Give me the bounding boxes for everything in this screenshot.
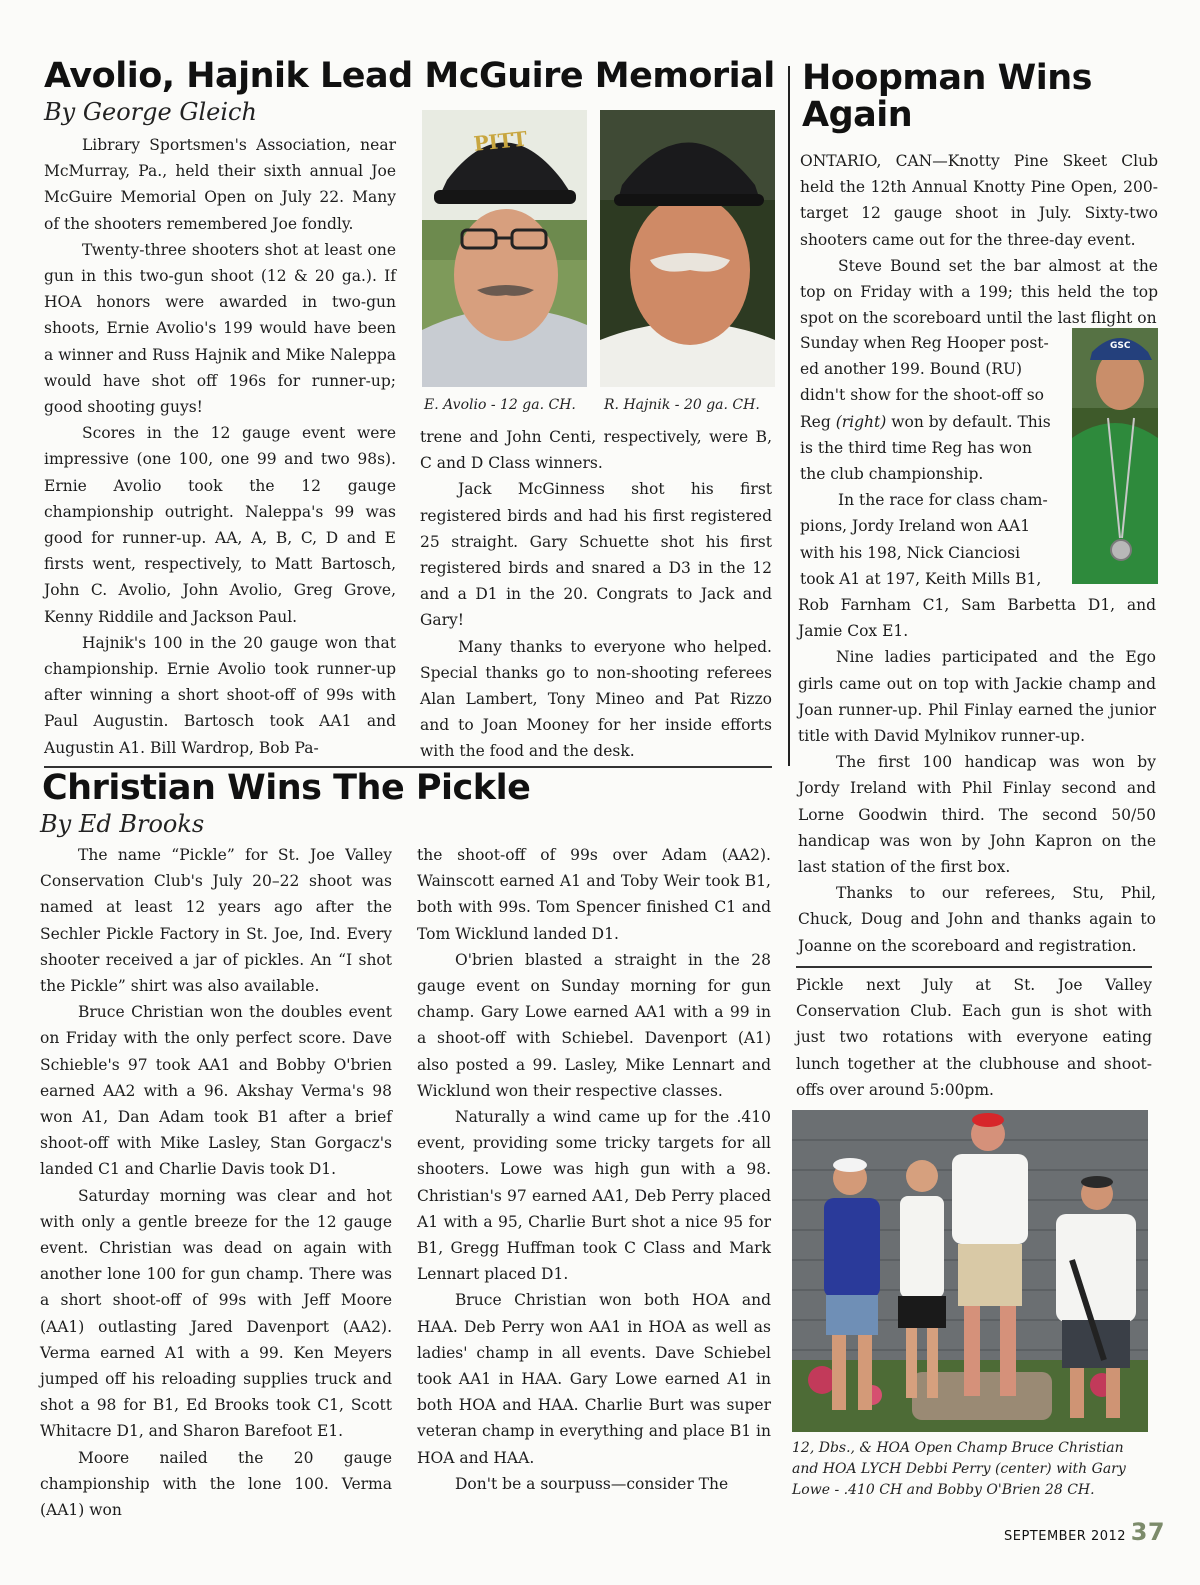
article2-column3	[796, 972, 1152, 1103]
article2-paragraph: O'brien blasted a straight in the 28 gauge event on Sunday morning for gun champ. Gary Lowe earned AA1 with a 99 in a shoot-off with Schiebel. Davenport (A1) also posted a 99. Lasley, Mike Lennart and Wicklund won their respective classes.	[417, 950, 771, 1100]
article2-paragraph: Don't be a sourpuss—consider The	[455, 1474, 729, 1493]
avolio-photo-image	[422, 110, 587, 387]
article2-paragraph: Bruce Christian won the doubles event on Friday with the only perfect score. Dave Schieble's 97 took AA1 and Bobby O'brien earned AA2 with a 96. Akshay Verma's 98 won A1, Dan Adam took B1 after a brief shoot-off with Mike Lasley, Stan Gorgacz's landed C1 and Charlie Davis took D1.	[40, 1003, 392, 1179]
article3-line	[800, 409, 1062, 435]
article2-column2	[417, 842, 771, 1497]
group-photo-caption: 12, Dbs., & HOA Open Champ Bruce Christian and HOA LYCH Debbi Perry (center) with Gary Lowe - .410 CH and Bobby O'Brien 28 CH.	[792, 1440, 1126, 1498]
avolio-cap-lettering: PITT	[472, 126, 529, 156]
article3-line: Sunday when Reg Hooper post-	[800, 334, 1049, 352]
article3-line: the club championship.	[800, 465, 984, 484]
article2-paragraph: Bruce Christian won both HOA and HAA. Deb Perry won AA1 in HOA as well as ladies' champ in all events. Dave Schiebel took AA1 in HAA. Gary Lowe earned A1 in both HOA and HAA. Charlie Burt was super veteran champ in everything and place B1 in HOA and HAA.	[417, 1291, 771, 1467]
article3-line: took A1 at 197, Keith Mills B1,	[800, 569, 1042, 588]
article1-paragraph: Scores in the 12 gauge event were impressive (one 100, one 99 and two 98s). Ernie Avolio took the 12 gauge championship outright. Naleppa's 99 was good for runner-up. AA, A, B, C, D and E firsts went, respectively, to Matt Bartosch, John C. Avolio, John Avolio, Greg Grove, Kenny Riddile and Jackson Paul.	[44, 424, 396, 626]
article3-paragraph: ONTARIO, CAN—Knotty Pine Skeet Club held the 12th Annual Knotty Pine Open, 200-target 12 gauge shoot in July. Sixty-two shooters came out for the three-day event.	[800, 152, 1158, 249]
avolio-photo	[422, 110, 587, 387]
article1-paragraph: Many thanks to everyone who helped. Special thanks go to non-shooting referees Alan Lambert, Tony Mineo and Pat Rizzo and to Joan Mooney for her inside efforts with the food and the desk.	[420, 637, 772, 761]
article2-headline: Christian Wins The Pickle	[42, 768, 531, 808]
article2-paragraph: Naturally a wind came up for the .410 event, providing some tricky targets for all shooters. Lowe was high gun with a 98. Christian's 97 earned AA1, Deb Perry placed A1 with a 95, Charlie Burt shot a nice 95 for B1, Gregg Huffman took C Class and Mark Lennart placed D1.	[417, 1108, 771, 1284]
article3-column-top	[800, 148, 1158, 331]
column-rule	[788, 66, 790, 766]
article3-paragraph: Rob Farnham C1, Sam Barbetta D1, and Jamie Cox E1.	[798, 596, 1156, 641]
column3-divider	[796, 966, 1152, 968]
reg-text: Reg	[800, 412, 836, 431]
article2-paragraph: Moore nailed the 20 gauge championship with the lone 100. Verma (AA1) won	[40, 1448, 392, 1520]
article2-paragraph: Pickle next July at St. Joe Valley Conservation Club. Each gun is shot with just two rotations with everyone eating lunch together at the clubhouse and shoot-offs over around 5:00pm.	[796, 976, 1152, 1099]
article2-paragraph: The name “Pickle” for St. Joe Valley Conservation Club's July 20–22 shoot was named at least 12 years ago after the Sechler Pickle Factory in St. Joe, Ind. Every shooter received a jar of pickles. An “I shot the Pickle” shirt was also available.	[40, 846, 392, 996]
article1-headline: Avolio, Hajnik Lead McGuire Memorial	[44, 56, 775, 96]
article3-headline	[802, 60, 1162, 134]
article3-line: is the third time Reg has won	[800, 438, 1032, 457]
article1-byline: By George Gleich	[44, 98, 257, 126]
article3-line: pions, Jordy Ireland won AA1	[800, 517, 1031, 536]
article1-column2	[420, 424, 772, 765]
article1-paragraph: trene and John Centi, respectively, were B, C and D Class winners.	[420, 428, 772, 473]
article2-paragraph: Saturday morning was clear and hot with only a gentle breeze for the 12 gauge event. Christian was dead on again with another lone 100 for gun champ. There was a short shoot-off of 99s with Jeff Moore (AA1) outlasting Jared Davenport (AA2). Verma earned A1 with a 99. Ken Meyers jumped off his reloading supplies truck and shot a 98 for B1, Ed Brooks took C1, Scott Whitacre D1, and Sharon Barefoot E1.	[40, 1186, 392, 1441]
hajnik-caption: R. Hajnik - 20 ga. CH.	[604, 397, 760, 413]
article3-line: didn't show for the shoot-off so	[800, 386, 1045, 405]
page-number: 37	[1130, 1518, 1166, 1546]
article3-headline-line2: Again	[802, 94, 913, 135]
hajnik-photo-image	[600, 110, 775, 387]
article2-byline: By Ed Brooks	[40, 810, 205, 838]
article3-paragraph: Thanks to our referees, Stu, Phil, Chuck, Doug and John and thanks again to Joanne on the scoreboard and registration.	[798, 884, 1156, 955]
article3-line: ed another 199. Bound (RU)	[800, 360, 1023, 379]
article1-paragraph: Library Sportsmen's Association, near McMurray, Pa., held their sixth annual Joe McGuire Memorial Open on July 22. Many of the shooters remembered Joe fondly.	[44, 136, 396, 233]
article3-headline-line1: Hoopman Wins	[802, 58, 1092, 98]
article3-line: In the race for class cham-	[838, 491, 1048, 510]
issue-date: SEPTEMBER 2012	[1004, 1529, 1127, 1544]
article2-column1	[40, 842, 392, 1523]
article1-paragraph: Jack McGinness shot his first registered birds and had his first registered 25 straight. Gary Schuette shot his first registered birds and snared a D3 in the 12 and a D1 in the 20. Congrats to Jack and Gary!	[420, 480, 772, 630]
article1-paragraph: Hajnik's 100 in the 20 gauge won that championship. Ernie Avolio took runner-up after winning a short shoot-off of 99s with Paul Augustin. Bartosch took AA1 and Augustin A1. Bill Wardrop, Bob Pa-	[44, 633, 396, 757]
article3-paragraph: Nine ladies participated and the Ego girls came out on top with Jackie champ and Joan runner-up. Phil Finlay earned the junior title with David Mylnikov runner-up.	[798, 648, 1156, 746]
page-footer	[1004, 1518, 1165, 1546]
article3-paragraph: The first 100 handicap was won by Jordy Ireland with Phil Finlay second and Lorne Goodwin third. The second 50/50 handicap was won by John Kapron on the last station of the first box.	[798, 753, 1156, 877]
reg-hooper-cap-lettering: GSC	[1110, 341, 1131, 351]
right-annotation: (right)	[835, 412, 887, 431]
hajnik-photo	[600, 110, 775, 387]
article3-paragraph: Steve Bound set the bar almost at the top on Friday with a 199; this held the top spot on the scoreboard until the last flight on	[800, 256, 1158, 328]
article2-paragraph: the shoot-off of 99s over Adam (AA2). Wainscott earned A1 and Toby Weir took B1, both with 99s. Tom Spencer finished C1 and Tom Wicklund landed D1.	[417, 846, 771, 943]
avolio-caption: E. Avolio - 12 ga. CH.	[424, 397, 576, 413]
article3-column-wrap	[800, 330, 1062, 592]
reg-hooper-photo-image	[1072, 328, 1158, 584]
article1-column1	[44, 132, 396, 761]
reg-hooper-photo	[1072, 328, 1158, 584]
won-by-default-text: won by default. This	[886, 412, 1051, 431]
article3-line: with his 198, Nick Cianciosi	[800, 543, 1021, 562]
article3-column-bottom	[798, 592, 1156, 959]
article1-paragraph: Twenty-three shooters shot at least one gun in this two-gun shoot (12 & 20 ga.). If HOA honors were awarded in two-gun shoots, Ernie Avolio's 199 would have been a winner and Russ Hajnik and Mike Naleppa would have shot off 196s for runner-up; good shooting guys!	[44, 240, 396, 417]
group-photo-image	[792, 1110, 1148, 1432]
group-photo	[792, 1110, 1148, 1432]
